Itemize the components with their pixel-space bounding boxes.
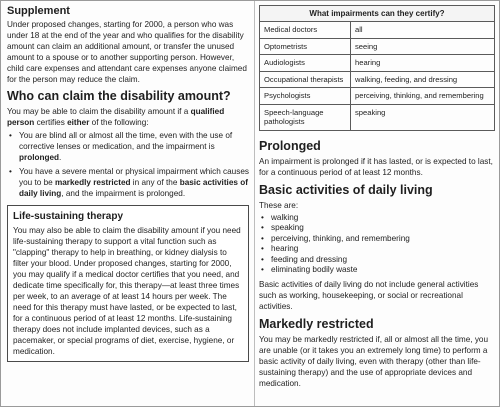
list-item [7,166,249,199]
prolonged-section [259,139,496,178]
table-cell-impairment: walking, feeding, and dressing [351,71,495,88]
basic-activities-heading: Basic activities of daily living [259,182,433,197]
intro-qualified-person: qualified person [7,107,225,127]
list-item: • hearing [259,244,496,255]
bullet-bold: basic activities of daily living [19,178,248,198]
markedly-restricted-section [259,317,496,389]
table-cell-impairment: all [351,22,495,39]
table-cell-professional: Medical doctors [260,22,351,39]
prolonged-text: An impairment is prolonged if it has lasted, or is expected to last, for a continuous period of at least 12 months. [259,156,493,177]
markedly-restricted-text: You may be markedly restricted if, all or almost all the time, you are unable (or it takes you an extremely long time) to perform a basic activity of daily living, even with therapy (other than life-sustaining therapy) and the use of appropriate devices and medication. [259,335,489,389]
table-row [260,22,495,39]
life-sustaining-box [7,205,249,362]
claim-conditions-list [7,130,249,199]
right-column [259,5,496,394]
list-item: • eliminating bodily waste [259,265,496,276]
table-cell-professional: Audiologists [260,55,351,72]
list-item: • walking [259,213,496,224]
intro-either: either [67,118,90,127]
life-sustaining-heading: Life-sustaining therapy [13,211,124,222]
impairments-table [259,5,495,131]
table-cell-professional: Psychologists [260,88,351,105]
table-cell-impairment: hearing [351,55,495,72]
bullet-text: , and the impairment is prolonged. [61,189,186,198]
basic-activities-note: Basic activities of daily living do not include general activities such as working, housekeeping, or social or recreational activities. [259,280,479,312]
markedly-restricted-heading: Markedly restricted [259,317,374,332]
who-can-claim-section [7,89,249,199]
supplement-heading: Supplement [7,5,70,17]
left-column [7,5,249,362]
table-cell-professional: Optometrists [260,38,351,55]
bullet-bold: markedly restricted [54,178,131,187]
table-row [260,88,495,105]
table-row [260,104,495,130]
table-cell-impairment: seeing [351,38,495,55]
basic-activities-list [259,213,496,277]
list-item: • speaking [259,223,496,234]
intro-text-end: of the following: [89,118,149,127]
basic-activities-section [259,183,496,313]
column-divider [254,1,255,406]
bullet-text: . [59,153,62,162]
table-header: What impairments can they certify? [260,6,495,22]
bullet-text: in any of the [130,178,180,187]
table-row [260,71,495,88]
table-row [260,55,495,72]
who-can-claim-heading: Who can claim the disability amount? [7,89,231,103]
basic-activities-intro: These are: [259,200,299,210]
table-cell-professional: Occupational therapists [260,71,351,88]
intro-text-start: You may be able to claim the disability amount if a [7,107,191,116]
list-item [7,130,249,163]
supplement-text: Under proposed changes, starting for 2000, a person who was under 18 at the end of the year and who qualifies for the disability amount can claim an additional amount, or transfer the unused amount to a spouse or to another supporting person. However, child care expenses and attendant care expenses anyone claimed for the person may reduce the claim. [7,20,247,84]
intro-text-mid: certifies [34,118,68,127]
table-cell-professional: Speech-language pathologists [260,104,351,130]
list-item: • feeding and dressing [259,255,496,266]
who-can-claim-intro [7,106,249,128]
supplement-section [7,5,249,85]
table-cell-impairment: speaking [351,104,495,130]
bullet-text: You are blind all or almost all the time, even with the use of corrective lenses or medication, and the impairment is [19,131,233,151]
life-sustaining-text: You may also be able to claim the disability amount if you need life-sustaining therapy to support a vital function such as "clapping" therapy to help in breathing, or kidney dialysis to filter your blood. Under proposed changes, starting for 2000, you may qualify if a medical doctor certifies that you need, and dedicate time specifically for, this therapy—at least three times per week, to an average of at least 14 hours per week. The need for this therapy must have lasted, or be expected to last, for a continuous period of at least 12 months. Life-sustaining therapy does not include implanted devices, such as a pacemaker, or special programs of diet, exercise, hygiene, or medication. [13,226,241,356]
list-item: • perceiving, thinking, and remembering [259,234,496,245]
bullet-bold: prolonged [19,153,60,162]
table-cell-impairment: perceiving, thinking, and remembering [351,88,495,105]
impairments-table-wrapper [259,5,496,131]
bullet-text: You have a severe mental or physical impairment which causes you to be [19,167,249,187]
prolonged-heading: Prolonged [259,138,321,153]
table-row [260,38,495,55]
